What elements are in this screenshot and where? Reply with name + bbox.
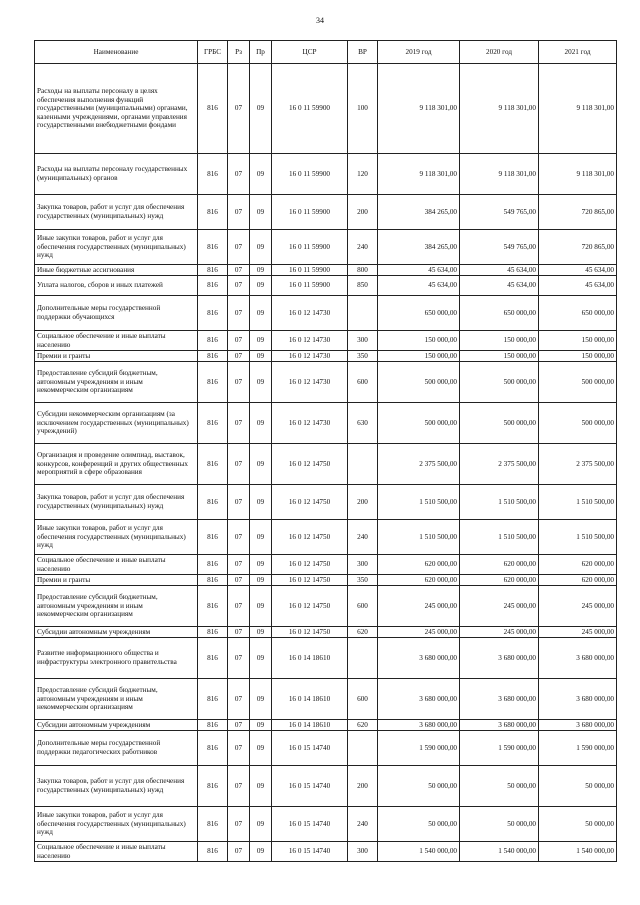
cell-2020: 45 634,00 <box>460 276 539 296</box>
table-row <box>35 586 617 627</box>
cell-vr: 200 <box>348 195 378 230</box>
cell-grbs: 816 <box>198 485 228 520</box>
cell-name: Иные закупки товаров, работ и услуг для обеспечения государственных (муниципальных) нужд <box>35 807 198 842</box>
cell-name: Расходы на выплаты персоналу в целях обеспечения выполнения функций государственными (муниципальными) органами, казенными учреждениями, органами управления государственными внебюджетными фондами <box>35 64 198 154</box>
cell-2021: 720 865,00 <box>539 195 617 230</box>
cell-2019: 150 000,00 <box>378 331 460 351</box>
cell-grbs: 816 <box>198 638 228 679</box>
cell-rz: 07 <box>228 64 250 154</box>
header-2019: 2019 год <box>378 41 460 64</box>
cell-2020: 3 680 000,00 <box>460 679 539 720</box>
cell-grbs: 816 <box>198 195 228 230</box>
cell-2020: 650 000,00 <box>460 296 539 331</box>
cell-grbs: 816 <box>198 520 228 555</box>
cell-2021: 150 000,00 <box>539 351 617 362</box>
cell-vr: 300 <box>348 555 378 575</box>
cell-name: Иные закупки товаров, работ и услуг для обеспечения государственных (муниципальных) нужд <box>35 230 198 265</box>
cell-name: Премии и гранты <box>35 575 198 586</box>
cell-name: Премии и гранты <box>35 351 198 362</box>
table-row <box>35 64 617 154</box>
cell-2021: 650 000,00 <box>539 296 617 331</box>
cell-grbs: 816 <box>198 64 228 154</box>
cell-pr: 09 <box>250 296 272 331</box>
table-row <box>35 331 617 351</box>
cell-grbs: 816 <box>198 575 228 586</box>
header-csr: ЦСР <box>272 41 348 64</box>
table-row <box>35 403 617 444</box>
cell-csr: 16 0 11 59900 <box>272 195 348 230</box>
table-row <box>35 766 617 807</box>
cell-2020: 620 000,00 <box>460 575 539 586</box>
cell-2021: 50 000,00 <box>539 807 617 842</box>
cell-2020: 150 000,00 <box>460 351 539 362</box>
header-grbs: ГРБС <box>198 41 228 64</box>
table-row <box>35 575 617 586</box>
cell-grbs: 816 <box>198 720 228 731</box>
header-vr: ВР <box>348 41 378 64</box>
cell-rz: 07 <box>228 586 250 627</box>
cell-rz: 07 <box>228 766 250 807</box>
cell-vr: 200 <box>348 485 378 520</box>
cell-name: Субсидии автономным учреждениям <box>35 627 198 638</box>
table-row <box>35 154 617 195</box>
cell-rz: 07 <box>228 230 250 265</box>
cell-vr: 120 <box>348 154 378 195</box>
cell-2020: 620 000,00 <box>460 555 539 575</box>
table-row <box>35 638 617 679</box>
cell-vr: 240 <box>348 230 378 265</box>
cell-csr: 16 0 12 14750 <box>272 444 348 485</box>
cell-name: Расходы на выплаты персоналу государственных (муниципальных) органов <box>35 154 198 195</box>
cell-grbs: 816 <box>198 679 228 720</box>
cell-2020: 1 510 500,00 <box>460 520 539 555</box>
cell-2019: 245 000,00 <box>378 586 460 627</box>
cell-csr: 16 0 14 18610 <box>272 638 348 679</box>
cell-rz: 07 <box>228 296 250 331</box>
cell-grbs: 816 <box>198 842 228 862</box>
table-body <box>35 64 617 862</box>
cell-csr: 16 0 11 59900 <box>272 230 348 265</box>
cell-rz: 07 <box>228 276 250 296</box>
cell-csr: 16 0 12 14730 <box>272 362 348 403</box>
cell-2019: 2 375 500,00 <box>378 444 460 485</box>
cell-csr: 16 0 12 14750 <box>272 485 348 520</box>
cell-2021: 1 590 000,00 <box>539 731 617 766</box>
table-row <box>35 731 617 766</box>
cell-2021: 3 680 000,00 <box>539 720 617 731</box>
cell-name: Иные закупки товаров, работ и услуг для обеспечения государственных (муниципальных) нужд <box>35 520 198 555</box>
table-row <box>35 296 617 331</box>
cell-rz: 07 <box>228 842 250 862</box>
cell-2020: 1 510 500,00 <box>460 485 539 520</box>
header-2020: 2020 год <box>460 41 539 64</box>
cell-2020: 9 118 301,00 <box>460 154 539 195</box>
table-row <box>35 842 617 862</box>
cell-csr: 16 0 11 59900 <box>272 64 348 154</box>
cell-2020: 1 540 000,00 <box>460 842 539 862</box>
header-pr: Пр <box>250 41 272 64</box>
cell-csr: 16 0 12 14730 <box>272 296 348 331</box>
cell-2021: 2 375 500,00 <box>539 444 617 485</box>
cell-rz: 07 <box>228 720 250 731</box>
cell-grbs: 816 <box>198 351 228 362</box>
cell-2019: 1 540 000,00 <box>378 842 460 862</box>
cell-2020: 549 765,00 <box>460 195 539 230</box>
cell-2021: 245 000,00 <box>539 627 617 638</box>
cell-rz: 07 <box>228 627 250 638</box>
cell-grbs: 816 <box>198 154 228 195</box>
table-row <box>35 679 617 720</box>
cell-grbs: 816 <box>198 444 228 485</box>
cell-2019: 650 000,00 <box>378 296 460 331</box>
cell-vr: 800 <box>348 265 378 276</box>
cell-rz: 07 <box>228 331 250 351</box>
cell-csr: 16 0 12 14750 <box>272 627 348 638</box>
cell-2020: 50 000,00 <box>460 807 539 842</box>
cell-2019: 3 680 000,00 <box>378 638 460 679</box>
table-row <box>35 555 617 575</box>
cell-csr: 16 0 12 14730 <box>272 331 348 351</box>
cell-vr <box>348 731 378 766</box>
table-row <box>35 265 617 276</box>
cell-2019: 45 634,00 <box>378 276 460 296</box>
cell-pr: 09 <box>250 638 272 679</box>
cell-2020: 500 000,00 <box>460 403 539 444</box>
cell-csr: 16 0 12 14750 <box>272 575 348 586</box>
cell-2019: 384 265,00 <box>378 195 460 230</box>
cell-name: Закупка товаров, работ и услуг для обеспечения государственных (муниципальных) нужд <box>35 766 198 807</box>
cell-pr: 09 <box>250 195 272 230</box>
cell-name: Дополнительные меры государственной поддержки педагогических работников <box>35 731 198 766</box>
cell-csr: 16 0 14 18610 <box>272 679 348 720</box>
cell-rz: 07 <box>228 679 250 720</box>
cell-pr: 09 <box>250 265 272 276</box>
cell-2019: 1 590 000,00 <box>378 731 460 766</box>
table-row <box>35 351 617 362</box>
cell-pr: 09 <box>250 575 272 586</box>
cell-vr: 600 <box>348 362 378 403</box>
cell-2019: 500 000,00 <box>378 362 460 403</box>
cell-2020: 9 118 301,00 <box>460 64 539 154</box>
cell-vr: 850 <box>348 276 378 296</box>
cell-vr: 630 <box>348 403 378 444</box>
cell-rz: 07 <box>228 154 250 195</box>
cell-rz: 07 <box>228 351 250 362</box>
cell-2020: 500 000,00 <box>460 362 539 403</box>
cell-grbs: 816 <box>198 627 228 638</box>
cell-2021: 620 000,00 <box>539 575 617 586</box>
table-row <box>35 807 617 842</box>
cell-2021: 9 118 301,00 <box>539 64 617 154</box>
cell-rz: 07 <box>228 638 250 679</box>
cell-grbs: 816 <box>198 586 228 627</box>
cell-pr: 09 <box>250 276 272 296</box>
table-row <box>35 276 617 296</box>
cell-vr: 600 <box>348 586 378 627</box>
cell-2020: 245 000,00 <box>460 627 539 638</box>
cell-2020: 2 375 500,00 <box>460 444 539 485</box>
cell-name: Предоставление субсидий бюджетным, автономным учреждениям и иным некоммерческим организациям <box>35 362 198 403</box>
cell-2021: 500 000,00 <box>539 403 617 444</box>
cell-rz: 07 <box>228 520 250 555</box>
cell-pr: 09 <box>250 444 272 485</box>
table-header-row <box>35 41 617 64</box>
cell-pr: 09 <box>250 842 272 862</box>
cell-pr: 09 <box>250 520 272 555</box>
cell-rz: 07 <box>228 444 250 485</box>
cell-2019: 384 265,00 <box>378 230 460 265</box>
cell-vr: 240 <box>348 807 378 842</box>
table-row <box>35 720 617 731</box>
table-row <box>35 230 617 265</box>
table-row <box>35 627 617 638</box>
cell-rz: 07 <box>228 807 250 842</box>
cell-csr: 16 0 14 18610 <box>272 720 348 731</box>
cell-2020: 50 000,00 <box>460 766 539 807</box>
cell-name: Организация и проведение олимпиад, выставок, конкурсов, конференций и других общественных мероприятий в сфере образования <box>35 444 198 485</box>
cell-pr: 09 <box>250 362 272 403</box>
header-rz: Рз <box>228 41 250 64</box>
cell-pr: 09 <box>250 807 272 842</box>
cell-name: Субсидии некоммерческим организациям (за исключением государственных (муниципальных) учреждений) <box>35 403 198 444</box>
cell-grbs: 816 <box>198 403 228 444</box>
cell-csr: 16 0 11 59900 <box>272 154 348 195</box>
cell-2019: 150 000,00 <box>378 351 460 362</box>
cell-vr: 350 <box>348 575 378 586</box>
cell-grbs: 816 <box>198 296 228 331</box>
cell-name: Закупка товаров, работ и услуг для обеспечения государственных (муниципальных) нужд <box>35 485 198 520</box>
cell-2019: 3 680 000,00 <box>378 720 460 731</box>
cell-csr: 16 0 12 14750 <box>272 555 348 575</box>
cell-rz: 07 <box>228 362 250 403</box>
header-2021: 2021 год <box>539 41 617 64</box>
cell-grbs: 816 <box>198 766 228 807</box>
cell-name: Социальное обеспечение и иные выплаты населению <box>35 842 198 862</box>
cell-pr: 09 <box>250 627 272 638</box>
cell-2021: 1 510 500,00 <box>539 485 617 520</box>
header-name: Наименование <box>35 41 198 64</box>
cell-pr: 09 <box>250 351 272 362</box>
cell-2021: 1 540 000,00 <box>539 842 617 862</box>
cell-name: Дополнительные меры государственной поддержки обучающихся <box>35 296 198 331</box>
cell-pr: 09 <box>250 586 272 627</box>
cell-2019: 9 118 301,00 <box>378 154 460 195</box>
cell-csr: 16 0 15 14740 <box>272 766 348 807</box>
cell-2021: 45 634,00 <box>539 265 617 276</box>
cell-pr: 09 <box>250 720 272 731</box>
cell-vr: 620 <box>348 720 378 731</box>
cell-grbs: 816 <box>198 331 228 351</box>
cell-pr: 09 <box>250 731 272 766</box>
cell-vr: 300 <box>348 842 378 862</box>
cell-pr: 09 <box>250 331 272 351</box>
cell-2020: 1 590 000,00 <box>460 731 539 766</box>
cell-2019: 620 000,00 <box>378 575 460 586</box>
cell-vr: 350 <box>348 351 378 362</box>
cell-pr: 09 <box>250 555 272 575</box>
cell-2021: 500 000,00 <box>539 362 617 403</box>
cell-2019: 1 510 500,00 <box>378 485 460 520</box>
cell-grbs: 816 <box>198 276 228 296</box>
page-number: 34 <box>316 16 324 25</box>
cell-name: Предоставление субсидий бюджетным, автономным учреждениям и иным некоммерческим организациям <box>35 679 198 720</box>
cell-rz: 07 <box>228 555 250 575</box>
table-row <box>35 362 617 403</box>
cell-2020: 150 000,00 <box>460 331 539 351</box>
cell-vr: 620 <box>348 627 378 638</box>
cell-name: Субсидии автономным учреждениям <box>35 720 198 731</box>
cell-name: Социальное обеспечение и иные выплаты населению <box>35 331 198 351</box>
cell-2019: 9 118 301,00 <box>378 64 460 154</box>
cell-2020: 45 634,00 <box>460 265 539 276</box>
cell-grbs: 816 <box>198 265 228 276</box>
cell-name: Предоставление субсидий бюджетным, автономным учреждениям и иным некоммерческим организациям <box>35 586 198 627</box>
cell-2019: 50 000,00 <box>378 766 460 807</box>
cell-rz: 07 <box>228 485 250 520</box>
cell-2020: 549 765,00 <box>460 230 539 265</box>
cell-csr: 16 0 15 14740 <box>272 807 348 842</box>
cell-grbs: 816 <box>198 362 228 403</box>
cell-grbs: 816 <box>198 230 228 265</box>
cell-rz: 07 <box>228 731 250 766</box>
cell-name: Социальное обеспечение и иные выплаты населению <box>35 555 198 575</box>
table-row <box>35 520 617 555</box>
cell-vr <box>348 296 378 331</box>
cell-csr: 16 0 12 14750 <box>272 586 348 627</box>
cell-2019: 620 000,00 <box>378 555 460 575</box>
cell-rz: 07 <box>228 403 250 444</box>
cell-2019: 3 680 000,00 <box>378 679 460 720</box>
cell-grbs: 816 <box>198 555 228 575</box>
cell-vr: 200 <box>348 766 378 807</box>
cell-vr: 600 <box>348 679 378 720</box>
cell-pr: 09 <box>250 679 272 720</box>
cell-2021: 245 000,00 <box>539 586 617 627</box>
cell-name: Развитие информационного общества и инфраструктуры электронного правительства <box>35 638 198 679</box>
cell-rz: 07 <box>228 575 250 586</box>
cell-2020: 3 680 000,00 <box>460 720 539 731</box>
cell-name: Закупка товаров, работ и услуг для обеспечения государственных (муниципальных) нужд <box>35 195 198 230</box>
table-row <box>35 444 617 485</box>
cell-2019: 50 000,00 <box>378 807 460 842</box>
cell-vr <box>348 638 378 679</box>
cell-vr <box>348 444 378 485</box>
cell-vr: 100 <box>348 64 378 154</box>
cell-grbs: 816 <box>198 807 228 842</box>
cell-pr: 09 <box>250 64 272 154</box>
cell-vr: 300 <box>348 331 378 351</box>
cell-csr: 16 0 12 14730 <box>272 403 348 444</box>
cell-2021: 3 680 000,00 <box>539 679 617 720</box>
table-row <box>35 195 617 230</box>
cell-rz: 07 <box>228 265 250 276</box>
cell-2019: 45 634,00 <box>378 265 460 276</box>
cell-2019: 500 000,00 <box>378 403 460 444</box>
cell-csr: 16 0 15 14740 <box>272 731 348 766</box>
cell-pr: 09 <box>250 154 272 195</box>
cell-2021: 3 680 000,00 <box>539 638 617 679</box>
cell-2021: 9 118 301,00 <box>539 154 617 195</box>
cell-pr: 09 <box>250 403 272 444</box>
cell-csr: 16 0 11 59900 <box>272 265 348 276</box>
cell-csr: 16 0 12 14730 <box>272 351 348 362</box>
cell-rz: 07 <box>228 195 250 230</box>
cell-pr: 09 <box>250 766 272 807</box>
cell-2019: 245 000,00 <box>378 627 460 638</box>
cell-2021: 45 634,00 <box>539 276 617 296</box>
table-row <box>35 485 617 520</box>
cell-vr: 240 <box>348 520 378 555</box>
cell-2021: 50 000,00 <box>539 766 617 807</box>
cell-2020: 3 680 000,00 <box>460 638 539 679</box>
cell-pr: 09 <box>250 230 272 265</box>
cell-csr: 16 0 15 14740 <box>272 842 348 862</box>
cell-grbs: 816 <box>198 731 228 766</box>
cell-2021: 150 000,00 <box>539 331 617 351</box>
cell-2021: 720 865,00 <box>539 230 617 265</box>
cell-name: Уплата налогов, сборов и иных платежей <box>35 276 198 296</box>
cell-pr: 09 <box>250 485 272 520</box>
cell-2020: 245 000,00 <box>460 586 539 627</box>
cell-2021: 620 000,00 <box>539 555 617 575</box>
cell-name: Иные бюджетные ассигнования <box>35 265 198 276</box>
cell-2019: 1 510 500,00 <box>378 520 460 555</box>
cell-csr: 16 0 11 59900 <box>272 276 348 296</box>
cell-csr: 16 0 12 14750 <box>272 520 348 555</box>
budget-table <box>34 40 617 862</box>
cell-2021: 1 510 500,00 <box>539 520 617 555</box>
